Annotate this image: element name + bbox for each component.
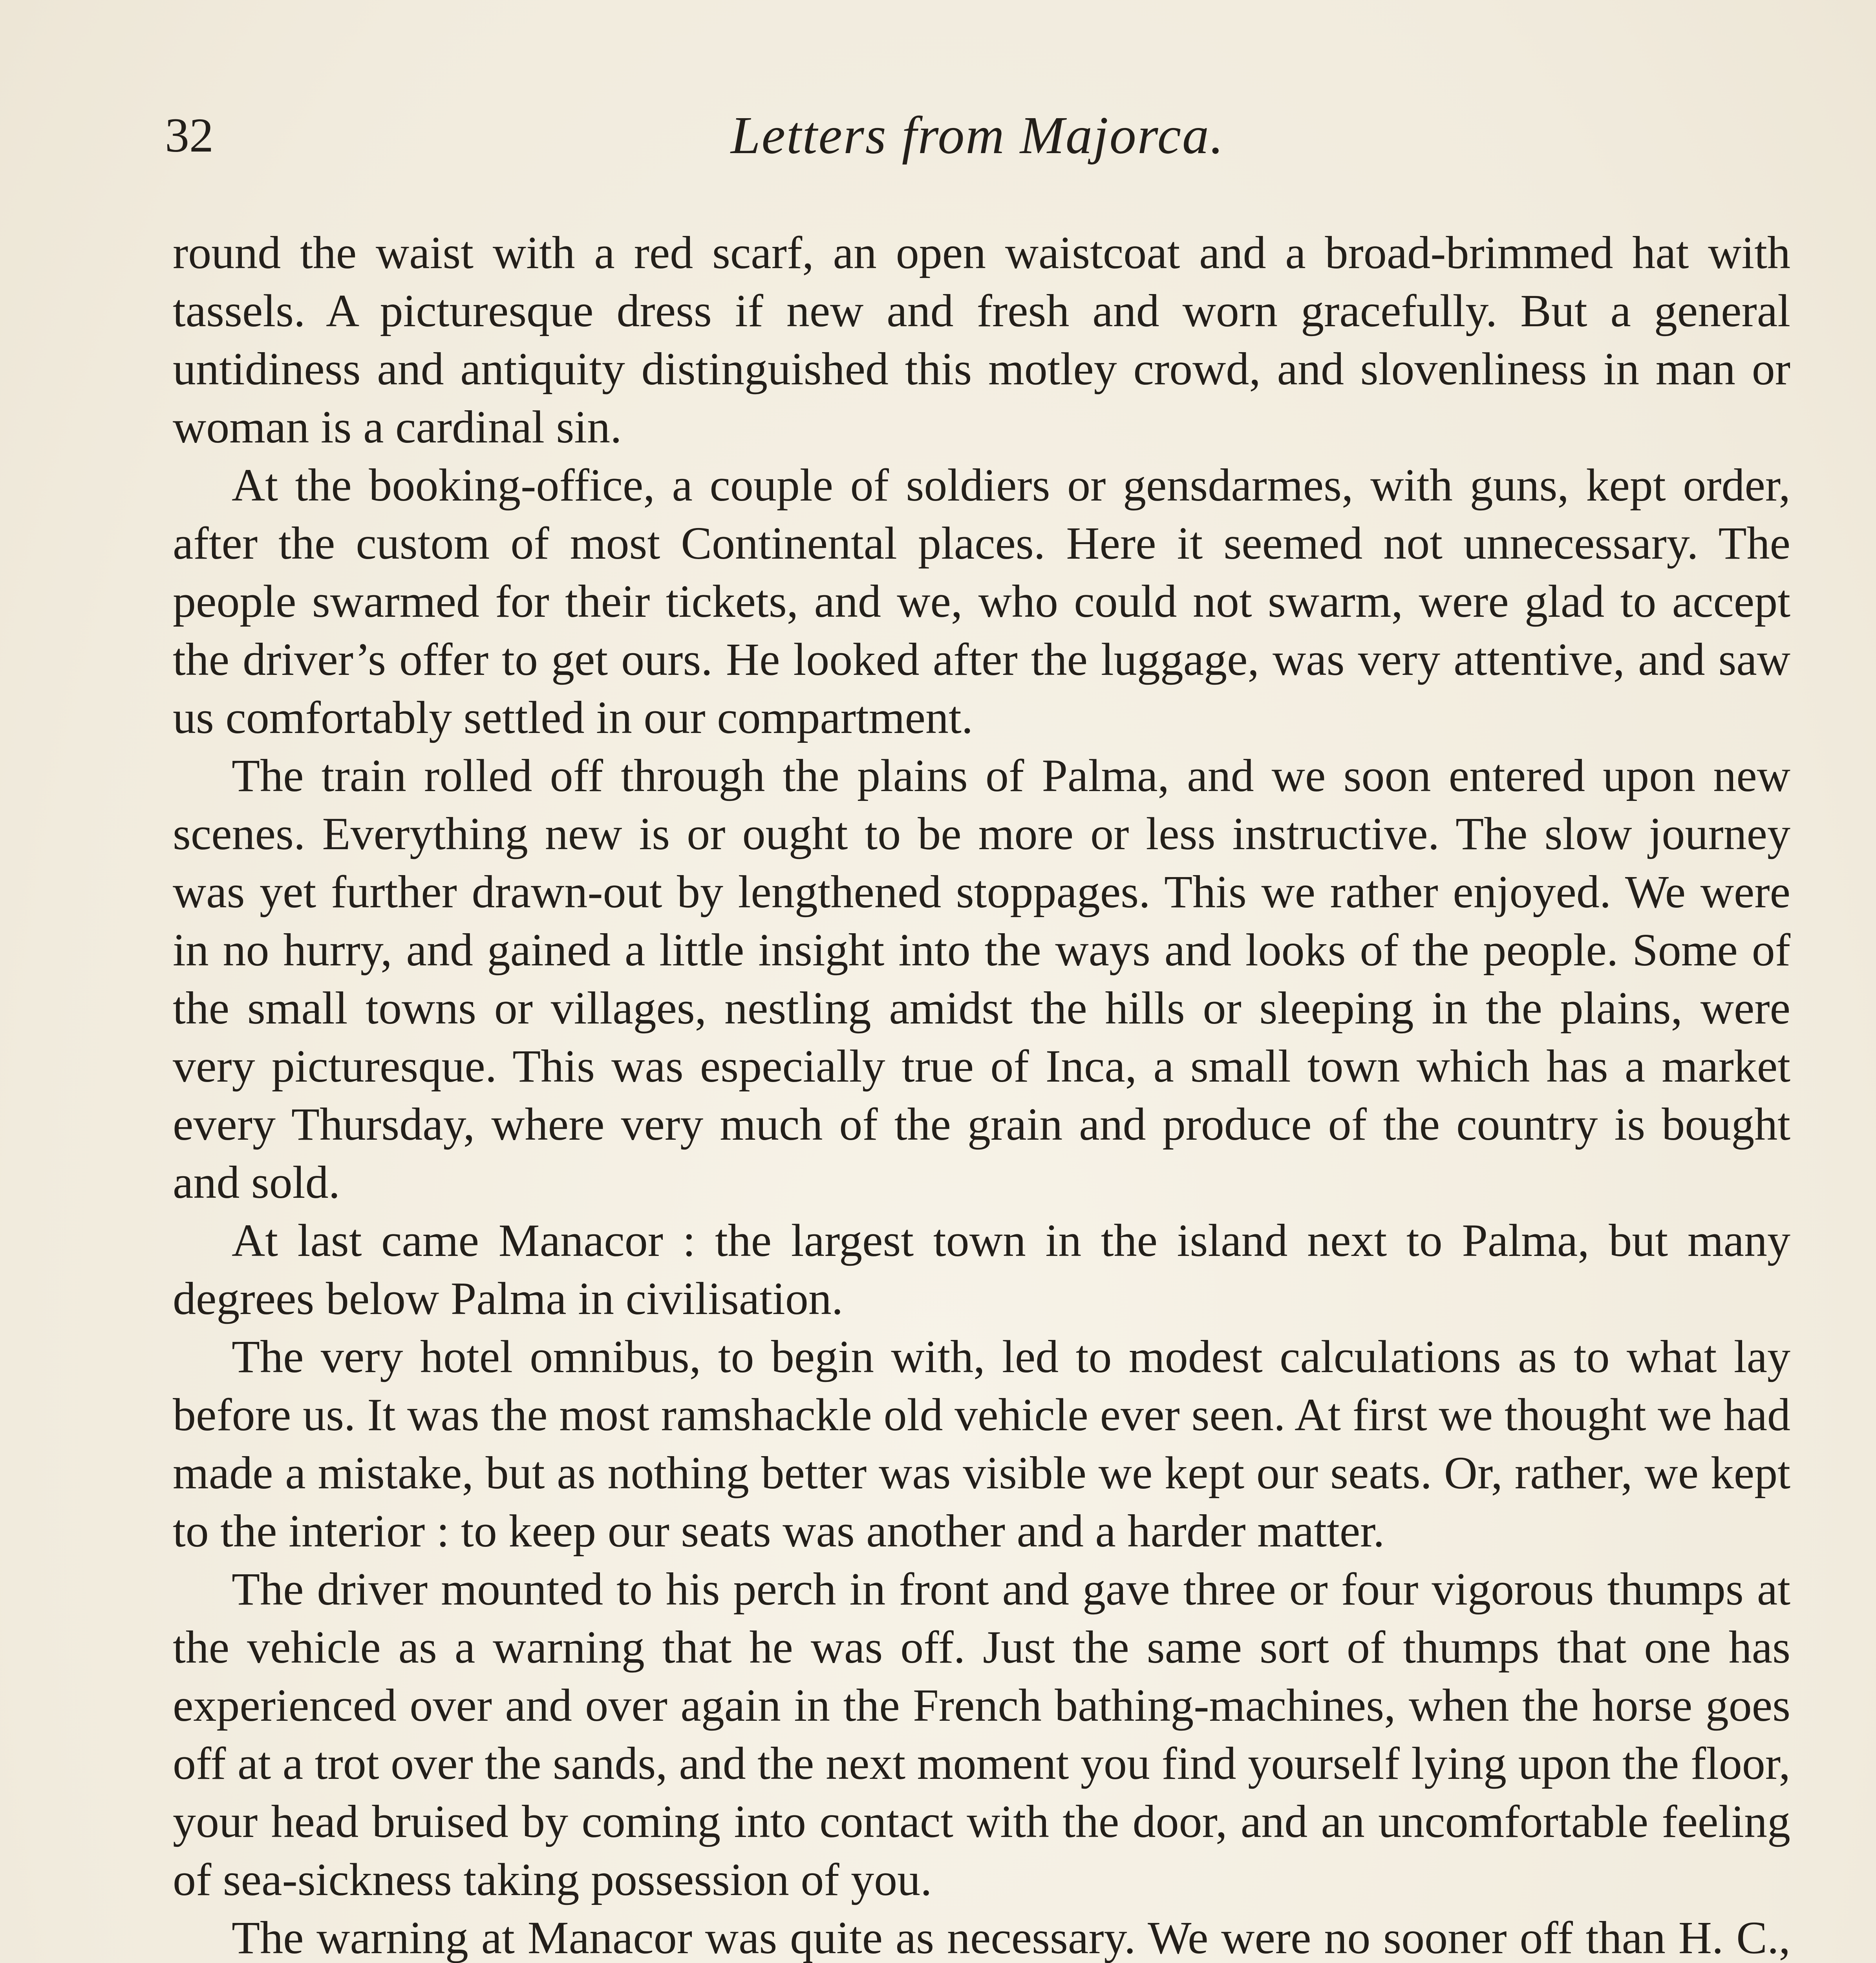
paragraph-train: The train rolled off through the plains of Palma, and we soon entered upon new scenes. Everything new is or ought to be more or less instructive. The slow journey was yet further drawn-out by lengthened stoppages. This we rather enjoyed. We were in no hurry, and gained a little insight into the ways and looks of the people. Some of the small towns or villages, nestling amidst the hills or sleeping in the plains, were very picturesque. This was especially true of Inca, a small town which has a market every Thursday, where very much of the grain and produce of the country is bought and sold. — [173, 750, 1790, 1208]
page-header — [165, 104, 1790, 167]
paragraph-omnibus: The very hotel omnibus, to begin with, led to modest calculations as to what lay before us. It was the most ramshackle old vehicle ever seen. At first we thought we had made a mistake, but as nothing better was visible we kept our seats. Or, rather, we kept to the interior : to keep our seats was another and a harder matter. — [173, 1331, 1790, 1557]
paragraph-driver: The driver mounted to his perch in front and gave three or four vigorous thumps at the vehicle as a warning that he was off. Just the same sort of thumps that one has experienced over and over again in the French bathing-machines, when the horse goes off at a trot over the sands, and the next moment you find yourself lying upon the floor, your head bruised by coming into contact with the door, and an uncomfortable feeling of sea-sickness taking possession of you. — [173, 1563, 1790, 1905]
paragraph-booking-office: At the booking-office, a couple of soldiers or gensdarmes, with guns, kept order, after the custom of most Continental places. Here it seemed not unnecessary. The people swarmed for their tickets, and we, who could not swarm, were glad to accept the driver’s offer to get ours. He looked after the luggage, was very attentive, and saw us comfortably settled in our compartment. — [173, 459, 1790, 743]
paragraph-manacor: At last came Manacor : the largest town in the island next to Palma, but many degrees below Palma in civilisation. — [173, 1215, 1790, 1324]
body-text — [173, 224, 1790, 1963]
running-title: Letters from Majorca. — [731, 106, 1225, 165]
paragraph-continued: round the waist with a red scarf, an open waistcoat and a broad-brimmed hat with tassels. A picturesque dress if new and fresh and worn gracefully. But a general untidiness and antiquity distinguished this motley crowd, and slovenliness in man or woman is a cardinal sin. — [173, 227, 1790, 453]
paragraph-warning: The warning at Manacor was quite as necessary. We were no sooner off than H. C., — [232, 1912, 1790, 1963]
page-number: 32 — [165, 108, 214, 162]
